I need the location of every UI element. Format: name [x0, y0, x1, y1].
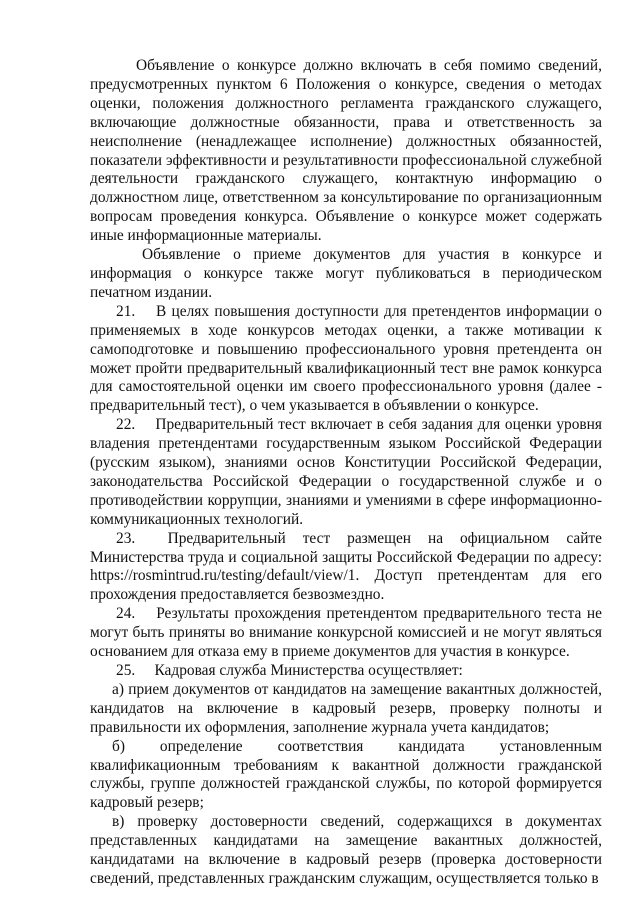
- paragraph-22: 22. Предварительный тест включает в себя задания для оценки уровня владения претендентами государственным языком Российской Федерации (русским языком), знаниями основ Конституции Российской Федерации, законодательства Российской Федерации о государственной службе и о противодействии коррупции, знаниями и умениями в сфере информационно-коммуникационных технологий.: [90, 416, 602, 528]
- paragraph-24: 24. Результаты прохождения претендентом предварительного теста не могут быть приняты во внимание конкурсной комиссией и не могут являться основанием для отказа ему в приеме документов для участия в конкурсе.: [90, 605, 602, 661]
- paragraph-25-a: а) прием документов от кандидатов на замещение вакантных должностей, кандидатов на включение в кадровый резерв, проверку полноты и правильности их оформления, заполнение журнала учета кандидатов;: [90, 680, 602, 736]
- document-body: [90, 57, 602, 889]
- paragraph-announcement-content: Объявление о конкурсе должно включать в себя помимо сведений, предусмотренных пунктом 6 Положения о конкурсе, сведения о методах оценки, положения должностного регламента гражданского служащего, включающие должностные обязанности, права и ответственность за неисполнение (ненадлежащее исполнение) должностных обязанностей, показатели эффективности и результативности профессиональной служебной деятельности гражданского служащего, контактную информацию о должностном лице, ответственном за консультирование по организационным вопросам проведения конкурса. Объявление о конкурсе может содержать иные информационные материалы.: [90, 57, 602, 245]
- paragraph-23: 23. Предварительный тест размещен на официальном сайте Министерства труда и социальной защиты Российской Федерации по адресу: https://rosmintrud.ru/testing/default/view/1. Доступ претендентам для его прохождения предоставляется безвозмездно.: [90, 529, 602, 604]
- paragraph-21: 21. В целях повышения доступности для претендентов информации о применяемых в ходе конкурсов методах оценки, а также мотивации к самоподготовке и повышению профессионального уровня претендента он может пройти предварительный квалификационный тест вне рамок конкурса для самостоятельной оценки им своего профессионального уровня (далее - предварительный тест), о чем указывается в объявлении о конкурсе.: [90, 302, 602, 415]
- paragraph-25-v: в) проверку достоверности сведений, содержащихся в документах представленных кандидатами на замещение вакантных должностей, кандидатами на включение в кадровый резерв (проверка достоверности сведений, представленных гражданским служащим, осуществляется только в: [90, 813, 602, 887]
- paragraph-25: 25. Кадровая служба Министерства осуществляет:: [116, 662, 463, 679]
- paragraph-periodical-publication: Объявление о приеме документов для участия в конкурсе и информация о конкурсе также могут публиковаться в периодическом печатном издании.: [90, 246, 602, 301]
- paragraph-25-b: б) определение соответствия кандидата установленным квалификационным требованиям к вакантной должности гражданской службы, группе должностей гражданской службы, по которой формируется кадровый резерв;: [90, 737, 602, 812]
